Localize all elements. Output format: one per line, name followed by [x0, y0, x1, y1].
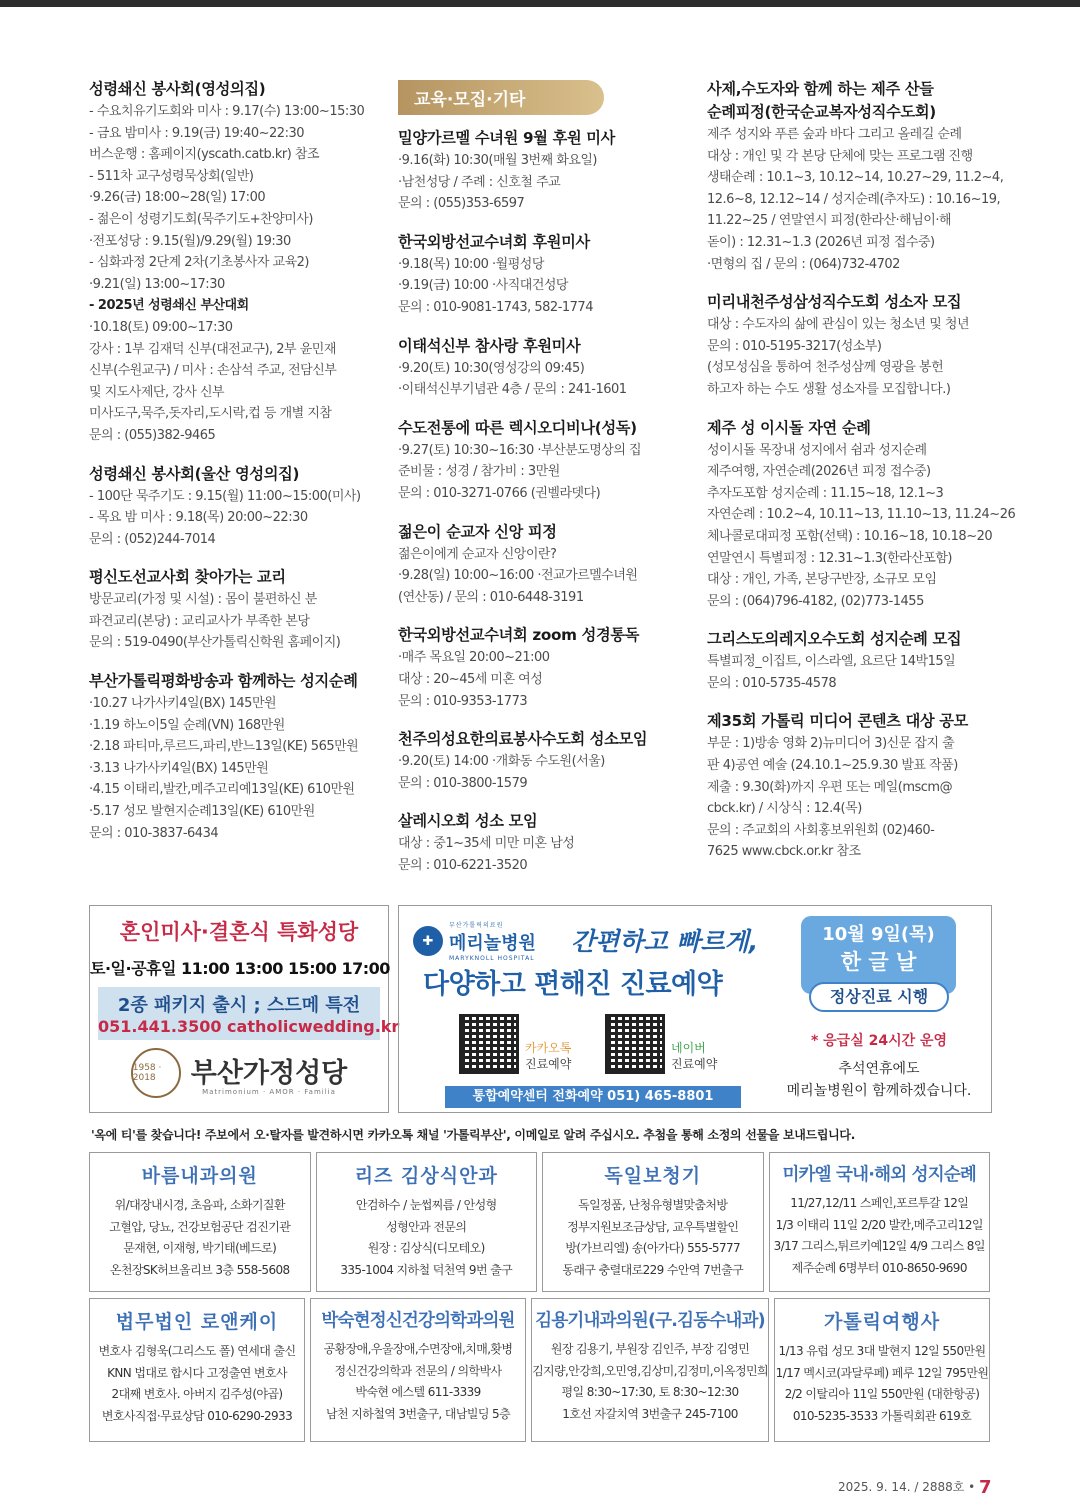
kakao-qr-icon[interactable]	[459, 1014, 519, 1074]
business-line: 독일정품, 난청유형별맞춤처방	[578, 1198, 728, 1212]
hospital-logo	[413, 920, 536, 962]
church-motto: Matrimonium · AMOR · Familia	[202, 1087, 336, 1096]
section-line: ·9.26(금) 18:00~28(일) 17:00	[89, 190, 266, 206]
business-line: 안검하수 / 눈썹찌름 / 안성형	[355, 1198, 497, 1212]
section-line: 특별피정_이집트, 이스라엘, 요르단 14박15일	[707, 654, 956, 670]
business-line: 335-1004 지하철 덕천역 9번 출구	[340, 1262, 513, 1277]
section-line: ·9.16(화) 10:30(매월 3번째 화요일)	[398, 153, 597, 168]
notice-section	[707, 291, 997, 400]
business-ad-card[interactable]	[310, 1298, 526, 1442]
column-right	[707, 78, 1016, 879]
wedding-times: 토·일·공휴일 11:00 13:00 15:00 17:00	[90, 959, 390, 978]
notice-section	[707, 628, 997, 694]
section-line: ·매주 목요일 20:00~21:00	[398, 650, 550, 666]
section-line: 및 지도사제단, 강사 신부	[89, 384, 225, 400]
section-line: (성모성심을 통하여 천주성삼께 영광을 봉헌	[707, 360, 944, 376]
section-line: ·9.27(토) 10:30~16:30 ·부산분도명상의 집	[398, 442, 642, 458]
business-line: 1호선 자갈치역 3번출구 245-7100	[562, 1406, 738, 1421]
business-ad-card[interactable]	[89, 1298, 305, 1442]
wedding-package-box	[98, 987, 400, 1040]
section-title: 부산가톨릭평화방송과 함께하는 성지순례	[89, 672, 358, 691]
section-title: 평신도선교사회 찾아가는 교리	[89, 568, 286, 587]
section-line: 체나콜로대피정 포함(선택) : 10.16~18, 10.18~20	[707, 528, 993, 544]
business-name: 가톨릭여행사	[823, 1311, 941, 1333]
section-line: ·10.18(토) 09:00~17:30	[89, 319, 233, 335]
section-line: ·이태석신부기념관 4층 / 문의 : 241-1601	[398, 382, 627, 398]
section-line: ·5.17 성모 발현지순례13일(KE) 610만원	[89, 804, 315, 820]
section-line: - 수요치유기도회와 미사 : 9.17(수) 13:00~15:30	[89, 104, 365, 119]
section-title: 천주의성요한의료봉사수도회 성소모임	[398, 730, 648, 749]
section-line: 성이시돌 목장내 성지에서 쉼과 성지순례	[707, 442, 927, 458]
business-line: 정부지원보조금상담, 교우특별할인	[567, 1219, 739, 1234]
business-line: 박숙현 에스텔 611-3339	[355, 1385, 481, 1399]
section-line: 문의 : 주교회의 사회홍보위원회 (02)460-	[707, 822, 935, 838]
section-line: - 젊은이 성령기도회(묵주기도+찬양미사)	[89, 211, 313, 227]
naver-qr-icon[interactable]	[605, 1014, 665, 1074]
section-line: 준비물 : 성경 / 참가비 : 3만원	[398, 464, 560, 480]
section-line: 문의 : 010-5195-3217(성소부)	[707, 338, 882, 354]
section-line: 문의 : 010-5735-4578	[707, 675, 837, 691]
business-ad-card[interactable]	[89, 1152, 311, 1292]
business-name: 리즈 김상식안과	[354, 1165, 498, 1187]
business-line: 변호사직접·무료상담 010-6290-2933	[101, 1408, 293, 1423]
hospital-org: 부산가톨릭의료원	[449, 922, 504, 929]
section-line: 문의 : 010-3271-0766 (권벨라뎃다)	[398, 485, 601, 501]
wedding-logo	[90, 1048, 388, 1098]
section-line: ·면형의 집 / 문의 : (064)732-4702	[707, 256, 900, 272]
section-title: 제주 성 이시돌 자연 순례	[707, 418, 871, 437]
section-line: ·2.18 파티마,루르드,파리,반느13일(KE) 565만원	[89, 739, 359, 755]
business-line: 방(가브리엘) 송(아가다) 555-5777	[565, 1241, 741, 1255]
section-line: 버스운행 : 홈페이지(yscath.catb.kr) 참조	[89, 147, 320, 163]
section-line: 연말연시 특별피정 : 12.31~1.3(한라산포함)	[707, 550, 952, 566]
section-line: 12.6~8, 12.12~14 / 성지순례(추자도) : 10.16~19,	[707, 191, 1001, 207]
hospital-message: 추석연휴에도 메리놀병원이 함께하겠습니다.	[786, 1061, 972, 1099]
business-line: 1/17 멕시코(과달루페) 페루 12일 795만원	[775, 1365, 989, 1380]
business-line: 고혈압, 당뇨, 건강보험공단 검진기관	[109, 1219, 291, 1234]
business-line: 2대째 변호사. 아버지 김주성(야곱)	[111, 1387, 283, 1401]
holiday-date: 10월 9일(목)	[822, 924, 935, 945]
section-line: 돋이) : 12.31~1.3 (2026년 피정 접수중)	[707, 234, 935, 250]
wedding-contact: 051.441.3500 catholicwedding.kr	[98, 1017, 400, 1036]
section-line: - 511차 교구성령묵상회(일반)	[89, 168, 254, 184]
business-line: 3/17 그리스,튀르키예12일 4/9 그리스 8일	[773, 1239, 985, 1253]
section-line: 문의 : (055)382-9465	[89, 427, 216, 443]
section-line: 신부(수원교구) / 미사 : 손삼석 주교, 전담신부	[89, 363, 337, 379]
notice-section	[89, 670, 379, 844]
business-line: KNN 법대로 합시다 고정출연 변호사	[107, 1365, 287, 1380]
business-ad-card[interactable]	[542, 1152, 764, 1292]
section-line: 문의 : 010-3800-1579	[398, 775, 528, 791]
top-bar	[0, 0, 1080, 7]
business-line: 남천 지하철역 3번출구, 대남빌딩 5층	[326, 1406, 511, 1421]
notice-section	[398, 417, 690, 505]
page-number: 7	[979, 1477, 992, 1498]
wedding-package: 2종 패키지 출시 ; 스드메 특전	[117, 995, 361, 1016]
hospital-slogan: 간편하고 빠르게,	[571, 927, 759, 956]
ad-grid-row1	[89, 1152, 990, 1292]
naver-label: 네이버 진료예약	[671, 1041, 718, 1071]
business-line: 성형안과 전문의	[386, 1219, 467, 1234]
section-line: 부문 : 1)방송 영화 2)뉴미디어 3)신문 잡지 출	[707, 736, 955, 752]
notice-section	[707, 78, 1004, 275]
hospital-name: 메리놀병원	[449, 933, 536, 954]
section-line: 젊은이에게 순교자 신앙이란?	[398, 546, 557, 562]
section-title: 제35회 가톨릭 미디어 콘텐츠 대상 공모	[707, 712, 969, 731]
wedding-ad[interactable]	[89, 905, 400, 1113]
section-line: 대상 : 개인, 가족, 본당구반장, 소규모 모임	[707, 572, 937, 588]
section-title: 한국외방선교수녀회 후원미사	[398, 232, 590, 251]
section-title: 수도전통에 따른 렉시오디비나(성독)	[398, 418, 637, 437]
notice-section	[707, 710, 997, 863]
section-line: 대상 : 수도자의 삶에 관심이 있는 청소년 및 청년	[707, 317, 970, 333]
section-line: 강사 : 1부 김재덕 신부(대전교구), 2부 윤민재	[89, 341, 336, 357]
section-tag: 교육·모집·기타	[398, 80, 604, 115]
notice-section	[398, 521, 690, 609]
business-line: 동래구 충렬대로229 수안역 7번출구	[562, 1262, 744, 1277]
emergency-note: * 응급실 24시간 운영	[810, 1033, 948, 1049]
notice-section	[398, 127, 690, 215]
business-line: 김지량,안강희,오민영,김상미,김정미,이옥정민희	[532, 1363, 768, 1378]
section-line: ·9.18(목) 10:00 ·월평성당	[398, 256, 544, 272]
church-seal-icon: 1958 · 2018	[131, 1048, 181, 1098]
section-line: 7625 www.cbck.or.kr 참조	[707, 844, 861, 860]
notice-section	[398, 728, 690, 794]
section-line: 제출 : 9.30(화)까지 우편 또는 메일(mscm@	[707, 779, 953, 795]
notice-section	[89, 78, 379, 447]
section-line: - 목요 밤 미사 : 9.18(목) 20:00~22:30	[89, 510, 308, 526]
section-line: 대상 : 중1~35세 미만 미혼 남성	[398, 836, 575, 852]
section-line: 문의 : 010-9353-1773	[398, 693, 528, 709]
hospital-headline: 다양하고 편해진 진료예약	[423, 969, 723, 1000]
section-line: 자연순례 : 10.2~4, 10.11~13, 11.10~13, 11.24~26	[707, 507, 1016, 523]
notice-section	[89, 463, 379, 551]
section-title: 사제,수도자와 함께 하는 제주 산들	[707, 80, 934, 98]
section-line: ·9.21(일) 13:00~17:30	[89, 276, 225, 292]
business-line: 2/2 이탈리아 11일 550만원 (대한항공)	[784, 1387, 980, 1401]
section-line: (연산동) / 문의 : 010-6448-3191	[398, 589, 584, 605]
normal-service-pill: 정상진료 시행	[809, 982, 949, 1012]
business-line: 010-5235-3533 가톨릭회관 619호	[792, 1408, 972, 1423]
section-line: 생태순례 : 10.1~3, 10.12~14, 10.27~29, 11.2~4,	[707, 170, 1004, 186]
section-line: - 100단 묵주기도 : 9.15(월) 11:00~15:00(미사)	[89, 488, 361, 504]
hospital-ad[interactable]	[398, 905, 992, 1113]
section-line: cbck.kr) / 시상식 : 12.4(목)	[707, 801, 862, 817]
section-title: 그리스도의레지오수도회 성지순례 모집	[707, 630, 962, 649]
church-name: 부산가정성당	[190, 1057, 348, 1089]
section-line: - 심화과정 2단계 2차(기초봉사자 교육2)	[89, 255, 309, 271]
section-line: 대상 : 개인 및 각 본당 단체에 맞는 프로그램 진행	[707, 148, 973, 164]
notice-section	[398, 624, 690, 712]
section-line: 문의 : 519-0490(부산가톨릭신학원 홈페이지)	[89, 635, 341, 651]
business-line: 변호사 김형욱(그리스도 폴) 연세대 출신	[98, 1344, 296, 1358]
section-line: 제주 성지와 푸른 숲과 바다 그리고 올레길 순례	[707, 127, 962, 142]
reservation-phone[interactable]: 통합예약센터 전화예약 051) 465-8801	[445, 1086, 741, 1108]
column-left	[89, 78, 379, 860]
notice-section	[89, 566, 379, 654]
column-middle	[398, 78, 690, 892]
page-footer: 2025. 9. 14. / 2888호 • 7	[838, 1477, 992, 1498]
business-name: 미카엘 국내·해외 성지순례	[782, 1165, 977, 1185]
section-line: - 금요 밤미사 : 9.19(금) 19:40~22:30	[89, 125, 304, 141]
section-line: ·3.13 나가사키4일(BX) 145만원	[89, 760, 269, 776]
business-line: 원장 : 김상식(디모테오)	[367, 1241, 485, 1255]
hospital-cross-icon: ✚	[413, 926, 443, 956]
section-title: 순례피정(한국순교복자성직수도회)	[707, 103, 936, 121]
section-line: 문의 : (055)353-6597	[398, 196, 525, 212]
section-line: 문의 : 010-9081-1743, 582-1774	[398, 299, 593, 315]
section-line: 대상 : 20~45세 미혼 여성	[398, 671, 543, 687]
business-line: 정신건강의학과 전문의 / 의학박사	[334, 1363, 502, 1378]
section-line: ·9.20(토) 14:00 ·개화동 수도원(서울)	[398, 754, 605, 770]
hospital-en-name: MARYKNOLL HOSPITAL	[449, 955, 535, 962]
holiday-name: 한 글 날	[840, 950, 917, 974]
notice-section	[398, 231, 690, 319]
kakao-label: 카카오톡 진료예약	[525, 1041, 572, 1071]
section-line: ·10.27 나가사키4일(BX) 145만원	[89, 696, 277, 712]
section-line: ·9.28(일) 10:00~16:00 ·전교가르멜수녀원	[398, 568, 638, 584]
notice-section	[398, 810, 690, 876]
business-ad-card[interactable]	[774, 1298, 990, 1442]
business-name: 바름내과의원	[141, 1165, 258, 1187]
business-line: 1/13 유럽 성모 3대 발현지 12일 550만원	[778, 1344, 986, 1358]
section-line: ·1.19 하노이5일 순례(VN) 168만원	[89, 717, 285, 733]
section-line: 문의 : (064)796-4182, (02)773-1455	[707, 593, 924, 609]
business-name: 김용기내과의원(구.김동수내과)	[535, 1311, 765, 1331]
business-line: 위/대장내시경, 초음파, 소화기질환	[114, 1198, 285, 1212]
section-title: 성령쇄신 봉사회(울산 영성의집)	[89, 464, 300, 483]
business-name: 법무법인 로앤케이	[115, 1311, 279, 1333]
business-name: 독일보청기	[604, 1165, 702, 1187]
section-line: ·남천성당 / 주례 : 신호철 주교	[398, 174, 561, 190]
section-line: 문의 : 010-3837-6434	[89, 825, 219, 841]
section-title: 미리내천주성삼성직수도회 성소자 모집	[707, 293, 962, 312]
section-line: ·9.20(토) 10:30(영성강의 09:45)	[398, 360, 585, 376]
section-line: 미사도구,묵주,돗자리,도시락,컵 등 개별 지참	[89, 406, 332, 422]
section-line: ·9.19(금) 10:00 ·사직대건성당	[398, 278, 568, 294]
section-line: 추자도포함 성지순례 : 11.15~18, 12.1~3	[707, 485, 944, 501]
typo-notice: '옥에 티'를 찾습니다! 주보에서 오·탈자를 발견하시면 카카오톡 채널 '가톨릭부산', 이메일로 알려 주십시오. 추첨을 통해 소정의 선물을 보내드립니다.	[91, 1128, 855, 1142]
business-line: 평일 8:30~17:30, 토 8:30~12:30	[561, 1385, 739, 1399]
section-line: - 2025년 성령쇄신 부산대회	[89, 298, 249, 314]
business-line: 온천장SK허브올리브 3층 558-5608	[109, 1262, 290, 1277]
section-title: 살레시오회 성소 모임	[398, 812, 538, 831]
section-title: 이태석신부 참사랑 후원미사	[398, 336, 581, 355]
business-line: 11/27,12/11 스페인,포르투갈 12일	[790, 1196, 969, 1210]
section-line: ·전포성당 : 9.15(월)/9.29(월) 19:30	[89, 233, 291, 249]
section-line: 파견교리(본당) : 교리교사가 부족한 본당	[89, 613, 310, 629]
business-line: 제주순례 6명부터 010-8650-9690	[791, 1260, 967, 1275]
business-line: 원장 김용기, 부원장 김인주, 부장 김영민	[550, 1342, 750, 1356]
ad-grid-row2	[89, 1298, 990, 1442]
section-line: 판 4)공연 예술 (24.10.1~25.9.30 발표 작품)	[707, 758, 958, 774]
section-line: 방문교리(가정 및 시설) : 몸이 불편하신 분	[89, 592, 317, 608]
business-name: 박숙현정신건강의학과의원	[321, 1311, 515, 1331]
business-ad-card[interactable]	[769, 1152, 991, 1292]
section-title: 성령쇄신 봉사회(영성의집)	[89, 80, 266, 98]
section-line: 문의 : 010-6221-3520	[398, 857, 528, 873]
section-line: 11.22~25 / 연말연시 피정(한라산·해님이·해	[707, 213, 952, 229]
wedding-title: 혼인미사·결혼식 특화성당	[119, 920, 359, 944]
business-line: 문재현, 이재형, 박기태(베드로)	[123, 1241, 277, 1255]
business-ad-card[interactable]	[531, 1298, 769, 1442]
notice-section	[398, 335, 690, 401]
business-ad-card[interactable]	[316, 1152, 538, 1292]
notice-section	[707, 417, 1016, 613]
section-title: 한국외방선교수녀회 zoom 성경통독	[398, 626, 640, 645]
section-line: 하고자 하는 수도 생활 성소자를 모집합니다.)	[707, 381, 951, 397]
section-line: 문의 : (052)244-7014	[89, 531, 216, 547]
business-line: 공황장애,우울장애,수면장애,치매,홧병	[323, 1342, 513, 1356]
section-line: 제주여행, 자연순례(2026년 피정 접수중)	[707, 464, 931, 480]
section-title: 젊은이 순교자 신앙 피정	[398, 522, 557, 541]
section-line: ·4.15 이태리,발칸,메주고리예13일(KE) 610만원	[89, 782, 355, 798]
business-line: 1/3 이태리 11일 2/20 발칸,메주고리12일	[775, 1217, 983, 1232]
section-title: 밀양가르멜 수녀원 9월 후원 미사	[398, 129, 616, 147]
